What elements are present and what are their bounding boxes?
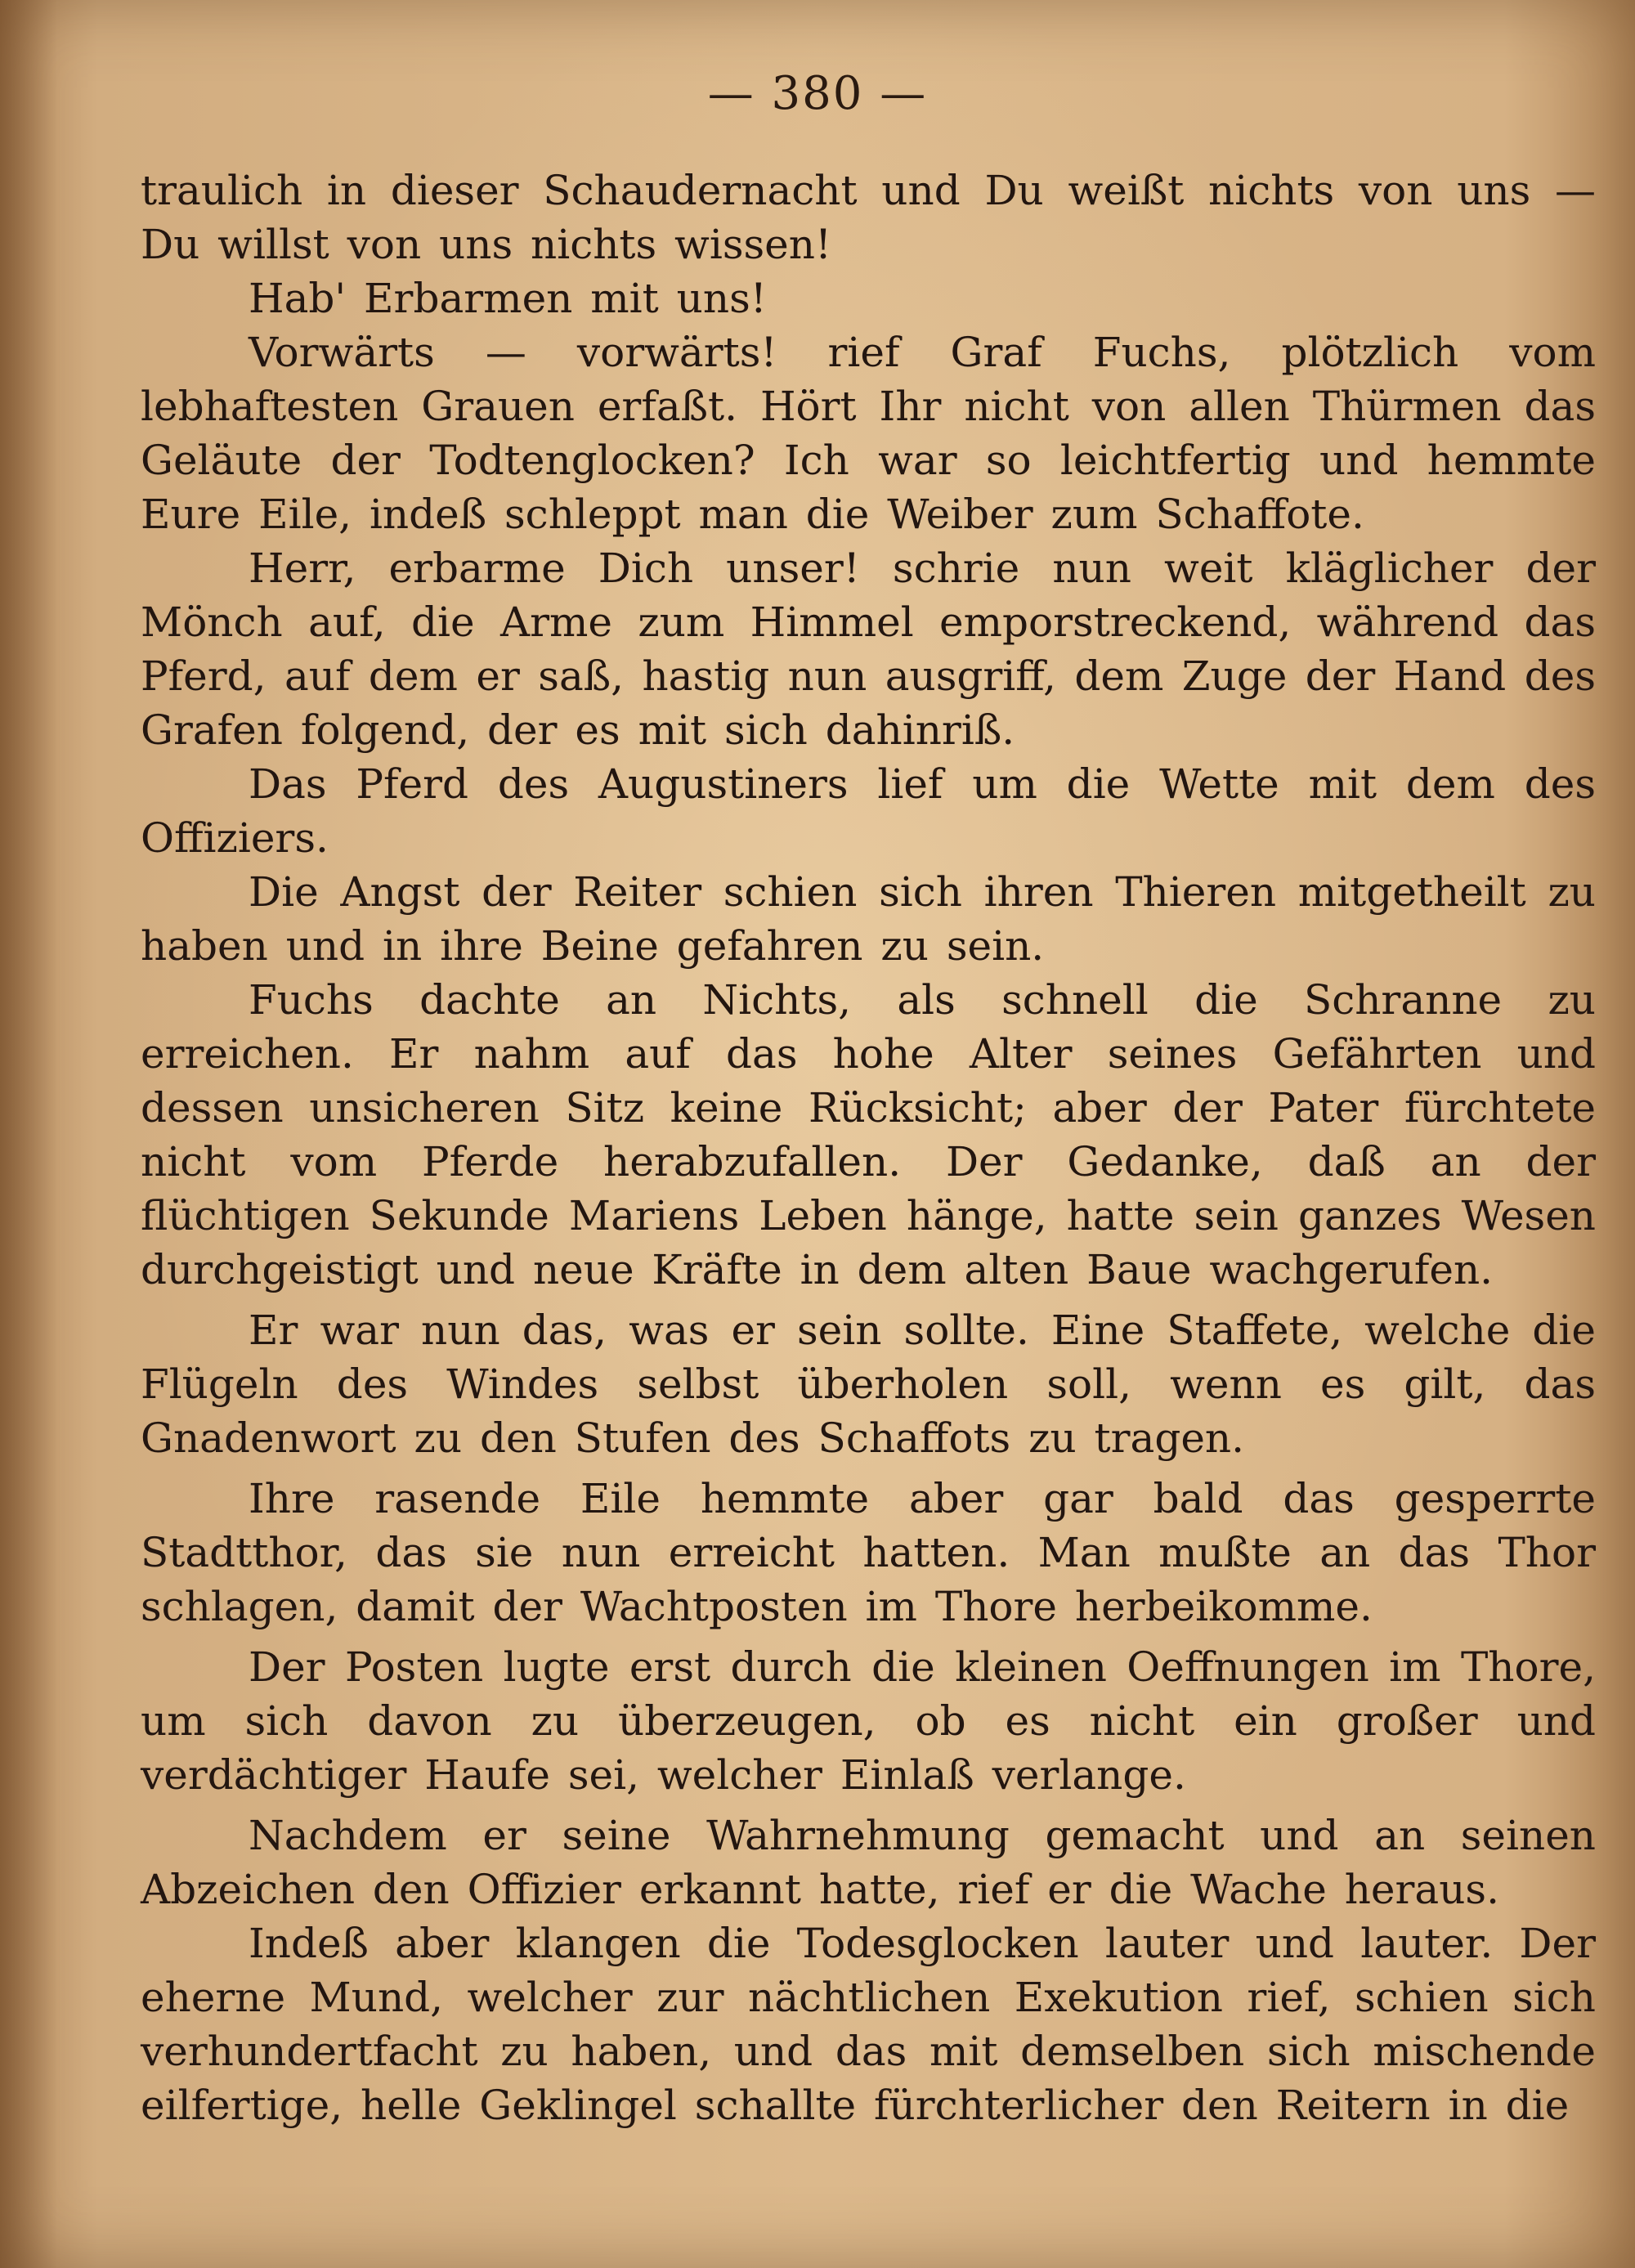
body-text — [141, 164, 1596, 2132]
paragraph: Das Pferd des Augustiners lief um die Wette mit dem des Offiziers. — [141, 760, 1596, 862]
paragraph-spacer — [141, 1465, 1596, 1472]
paragraph: Indeß aber klangen die Todesglocken lauter und lauter. Der eherne Mund, welcher zur nächtlichen Exekution rief, schien sich verhundertfacht zu haben, und das mit demselben sich mischende eilfertige, helle Geklingel schallte fürchterlicher den Reitern in die — [141, 1920, 1596, 2129]
paragraph: Vorwärts — vorwärts! rief Graf Fuchs, plötzlich vom lebhaftesten Grauen erfaßt. Hört Ihr nicht von allen Thürmen das Geläute der Todtenglocken? Ich war so leichtfertig und hemmte Eure Eile, indeß schleppt man die Weiber zum Schaffote. — [141, 329, 1596, 538]
paragraph: Fuchs dachte an Nichts, als schnell die Schranne zu erreichen. Er nahm auf das hohe Alter seines Gefährten und dessen unsicheren Sitz keine Rücksicht; aber der Pater fürchtete nicht vom Pferde herabzufallen. Der Gedanke, daß an der flüchtigen Sekunde Mariens Leben hänge, hatte sein ganzes Wesen durchgeistigt und neue Kräfte in dem alten Baue wachgerufen. — [141, 976, 1596, 1293]
paragraph: Die Angst der Reiter schien sich ihren Thieren mitgetheilt zu haben und in ihre Beine gefahren zu sein. — [141, 868, 1596, 970]
page-gutter-shadow — [0, 0, 57, 2268]
paragraph: Er war nun das, was er sein sollte. Eine Staffete, welche die Flügeln des Windes selbst überholen soll, wenn es gilt, das Gnadenwort zu den Stufen des Schaffots zu tragen. — [141, 1307, 1596, 1462]
page-number: — 380 — — [707, 67, 928, 120]
paragraph: traulich in dieser Schaudernacht und Du weißt nichts von uns — Du willst von uns nichts wissen! — [141, 167, 1596, 268]
paragraph-spacer — [141, 1297, 1596, 1303]
paragraph: Der Posten lugte erst durch die kleinen Oeffnungen im Thore, um sich davon zu überzeugen, ob es nicht ein großer und verdächtiger Haufe sei, welcher Einlaß verlange. — [141, 1643, 1596, 1799]
paragraph: Hab' Erbarmen mit uns! — [249, 275, 767, 322]
paragraph: Herr, erbarme Dich unser! schrie nun weit kläglicher der Mönch auf, die Arme zum Himmel emporstreckend, während das Pferd, auf dem er saß, hastig nun ausgriff, dem Zuge der Hand des Grafen folgend, der es mit sich dahinriß. — [141, 545, 1596, 754]
paragraph: Ihre rasende Eile hemmte aber gar bald das gesperrte Stadtthor, das sie nun erreicht hatten. Man mußte an das Thor schlagen, damit der Wachtposten im Thore herbeikomme. — [141, 1475, 1596, 1630]
paragraph: Nachdem er seine Wahrnehmung gemacht und an seinen Abzeichen den Offizier erkannt hatte, rief er die Wache heraus. — [141, 1812, 1596, 1913]
paragraph-spacer — [141, 1634, 1596, 1640]
paragraph-spacer — [141, 1802, 1596, 1809]
